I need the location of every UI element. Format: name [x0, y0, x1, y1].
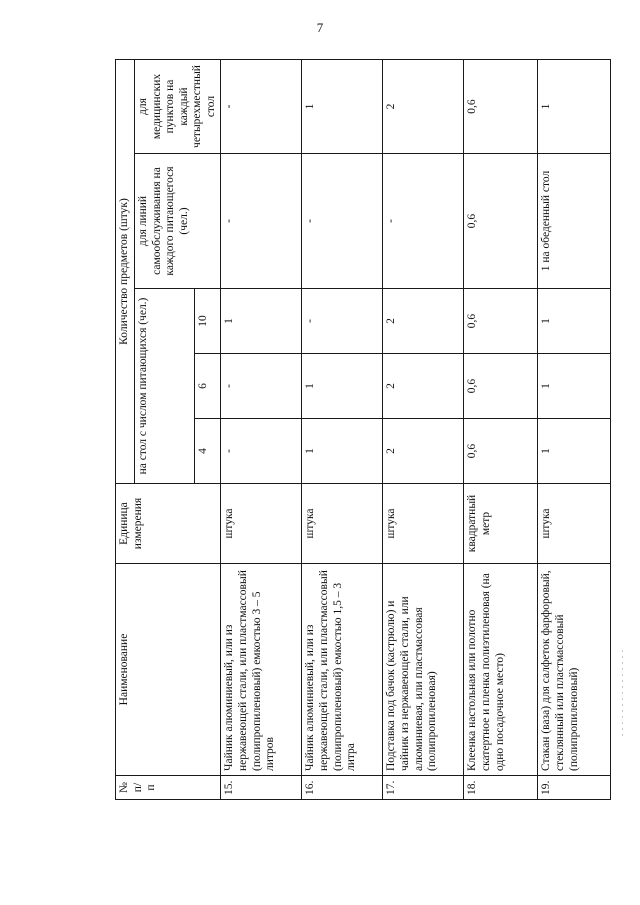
- row-qty-10: 1: [221, 289, 302, 354]
- row-qty-4: 0,6: [464, 419, 538, 484]
- row-unit: штука: [383, 484, 464, 564]
- header-unit: Единица измерения: [116, 484, 221, 564]
- row-self-service: -: [383, 154, 464, 289]
- row-qty-4: -: [221, 419, 302, 484]
- row-num: 18.: [464, 776, 538, 800]
- row-qty-6: 0,6: [464, 354, 538, 419]
- row-self-service: 1 на обеденный стол: [538, 154, 611, 289]
- row-name: Подставка под бачок (кастрюлю) и чайник из нержавеющей стали, или алюминиевая, или пластмассовая (полипропиленовая): [383, 564, 464, 776]
- row-unit: квадратный метр: [464, 484, 538, 564]
- row-qty-10: 2: [383, 289, 464, 354]
- header-sub-6: 6: [194, 354, 220, 419]
- table-row: [221, 60, 302, 800]
- row-name: Чайник алюминиевый, или из нержавеющей стали, или пластмассовый (полипропиленовый) емкостью 1,5 – 3 литра: [302, 564, 383, 776]
- row-unit: штука: [538, 484, 611, 564]
- row-qty-4: 1: [302, 419, 383, 484]
- row-medical: 2: [383, 60, 464, 154]
- row-num: 15.: [221, 776, 302, 800]
- row-name: Стакан (ваза) для салфеток фарфоровый, стеклянный или пластмассовый (полипропиленовый): [538, 564, 611, 776]
- row-unit: штука: [221, 484, 302, 564]
- row-medical: 1: [538, 60, 611, 154]
- row-qty-10: 1: [538, 289, 611, 354]
- row-qty-6: 2: [383, 354, 464, 419]
- row-name: Клеенка настольная или полотно скатертное и пленка полиэтиленовая (на одно посадочное место): [464, 564, 538, 776]
- row-medical: -: [221, 60, 302, 154]
- rotated-table-content: [115, 60, 580, 800]
- row-num: 16.: [302, 776, 383, 800]
- table-row: [538, 60, 611, 800]
- row-name: Чайник алюминиевый, или из нержавеющей стали, или пластмассовый (полипропиленовый) емкостью 3 – 5 литров: [221, 564, 302, 776]
- header-num: № п/п: [116, 776, 221, 800]
- row-qty-6: 1: [538, 354, 611, 419]
- row-qty-10: -: [302, 289, 383, 354]
- row-medical: 0,6: [464, 60, 538, 154]
- row-qty-6: 1: [302, 354, 383, 419]
- row-qty-4: 2: [383, 419, 464, 484]
- header-self-service: для линий самообслуживания на каждого питающегося (чел.): [135, 154, 221, 289]
- row-qty-6: -: [221, 354, 302, 419]
- row-num: 19.: [538, 776, 611, 800]
- row-qty-10: 0,6: [464, 289, 538, 354]
- table-row: [302, 60, 383, 800]
- header-name: Наименование: [116, 564, 221, 776]
- row-num: 17.: [383, 776, 464, 800]
- header-sub-4: 4: [194, 419, 220, 484]
- row-qty-4: 1: [538, 419, 611, 484]
- row-self-service: 0,6: [464, 154, 538, 289]
- equipment-table: [115, 59, 611, 800]
- header-per-table: на стол с числом питающихся (чел.): [135, 289, 195, 484]
- table-row: [464, 60, 538, 800]
- row-unit: штука: [302, 484, 383, 564]
- header-sub-10: 10: [194, 289, 220, 354]
- row-self-service: -: [221, 154, 302, 289]
- header-qty-group: Количество предметов (штук): [116, 60, 135, 484]
- page-number: 7: [316, 20, 324, 35]
- scan-mark: [622, 650, 623, 740]
- row-medical: 1: [302, 60, 383, 154]
- table-row: [383, 60, 464, 800]
- rotated-table-frame: [115, 60, 580, 800]
- row-self-service: -: [302, 154, 383, 289]
- header-medical: для медицинских пунктов на каждый четырехместный стол: [135, 60, 221, 154]
- table-header-row: [116, 60, 135, 800]
